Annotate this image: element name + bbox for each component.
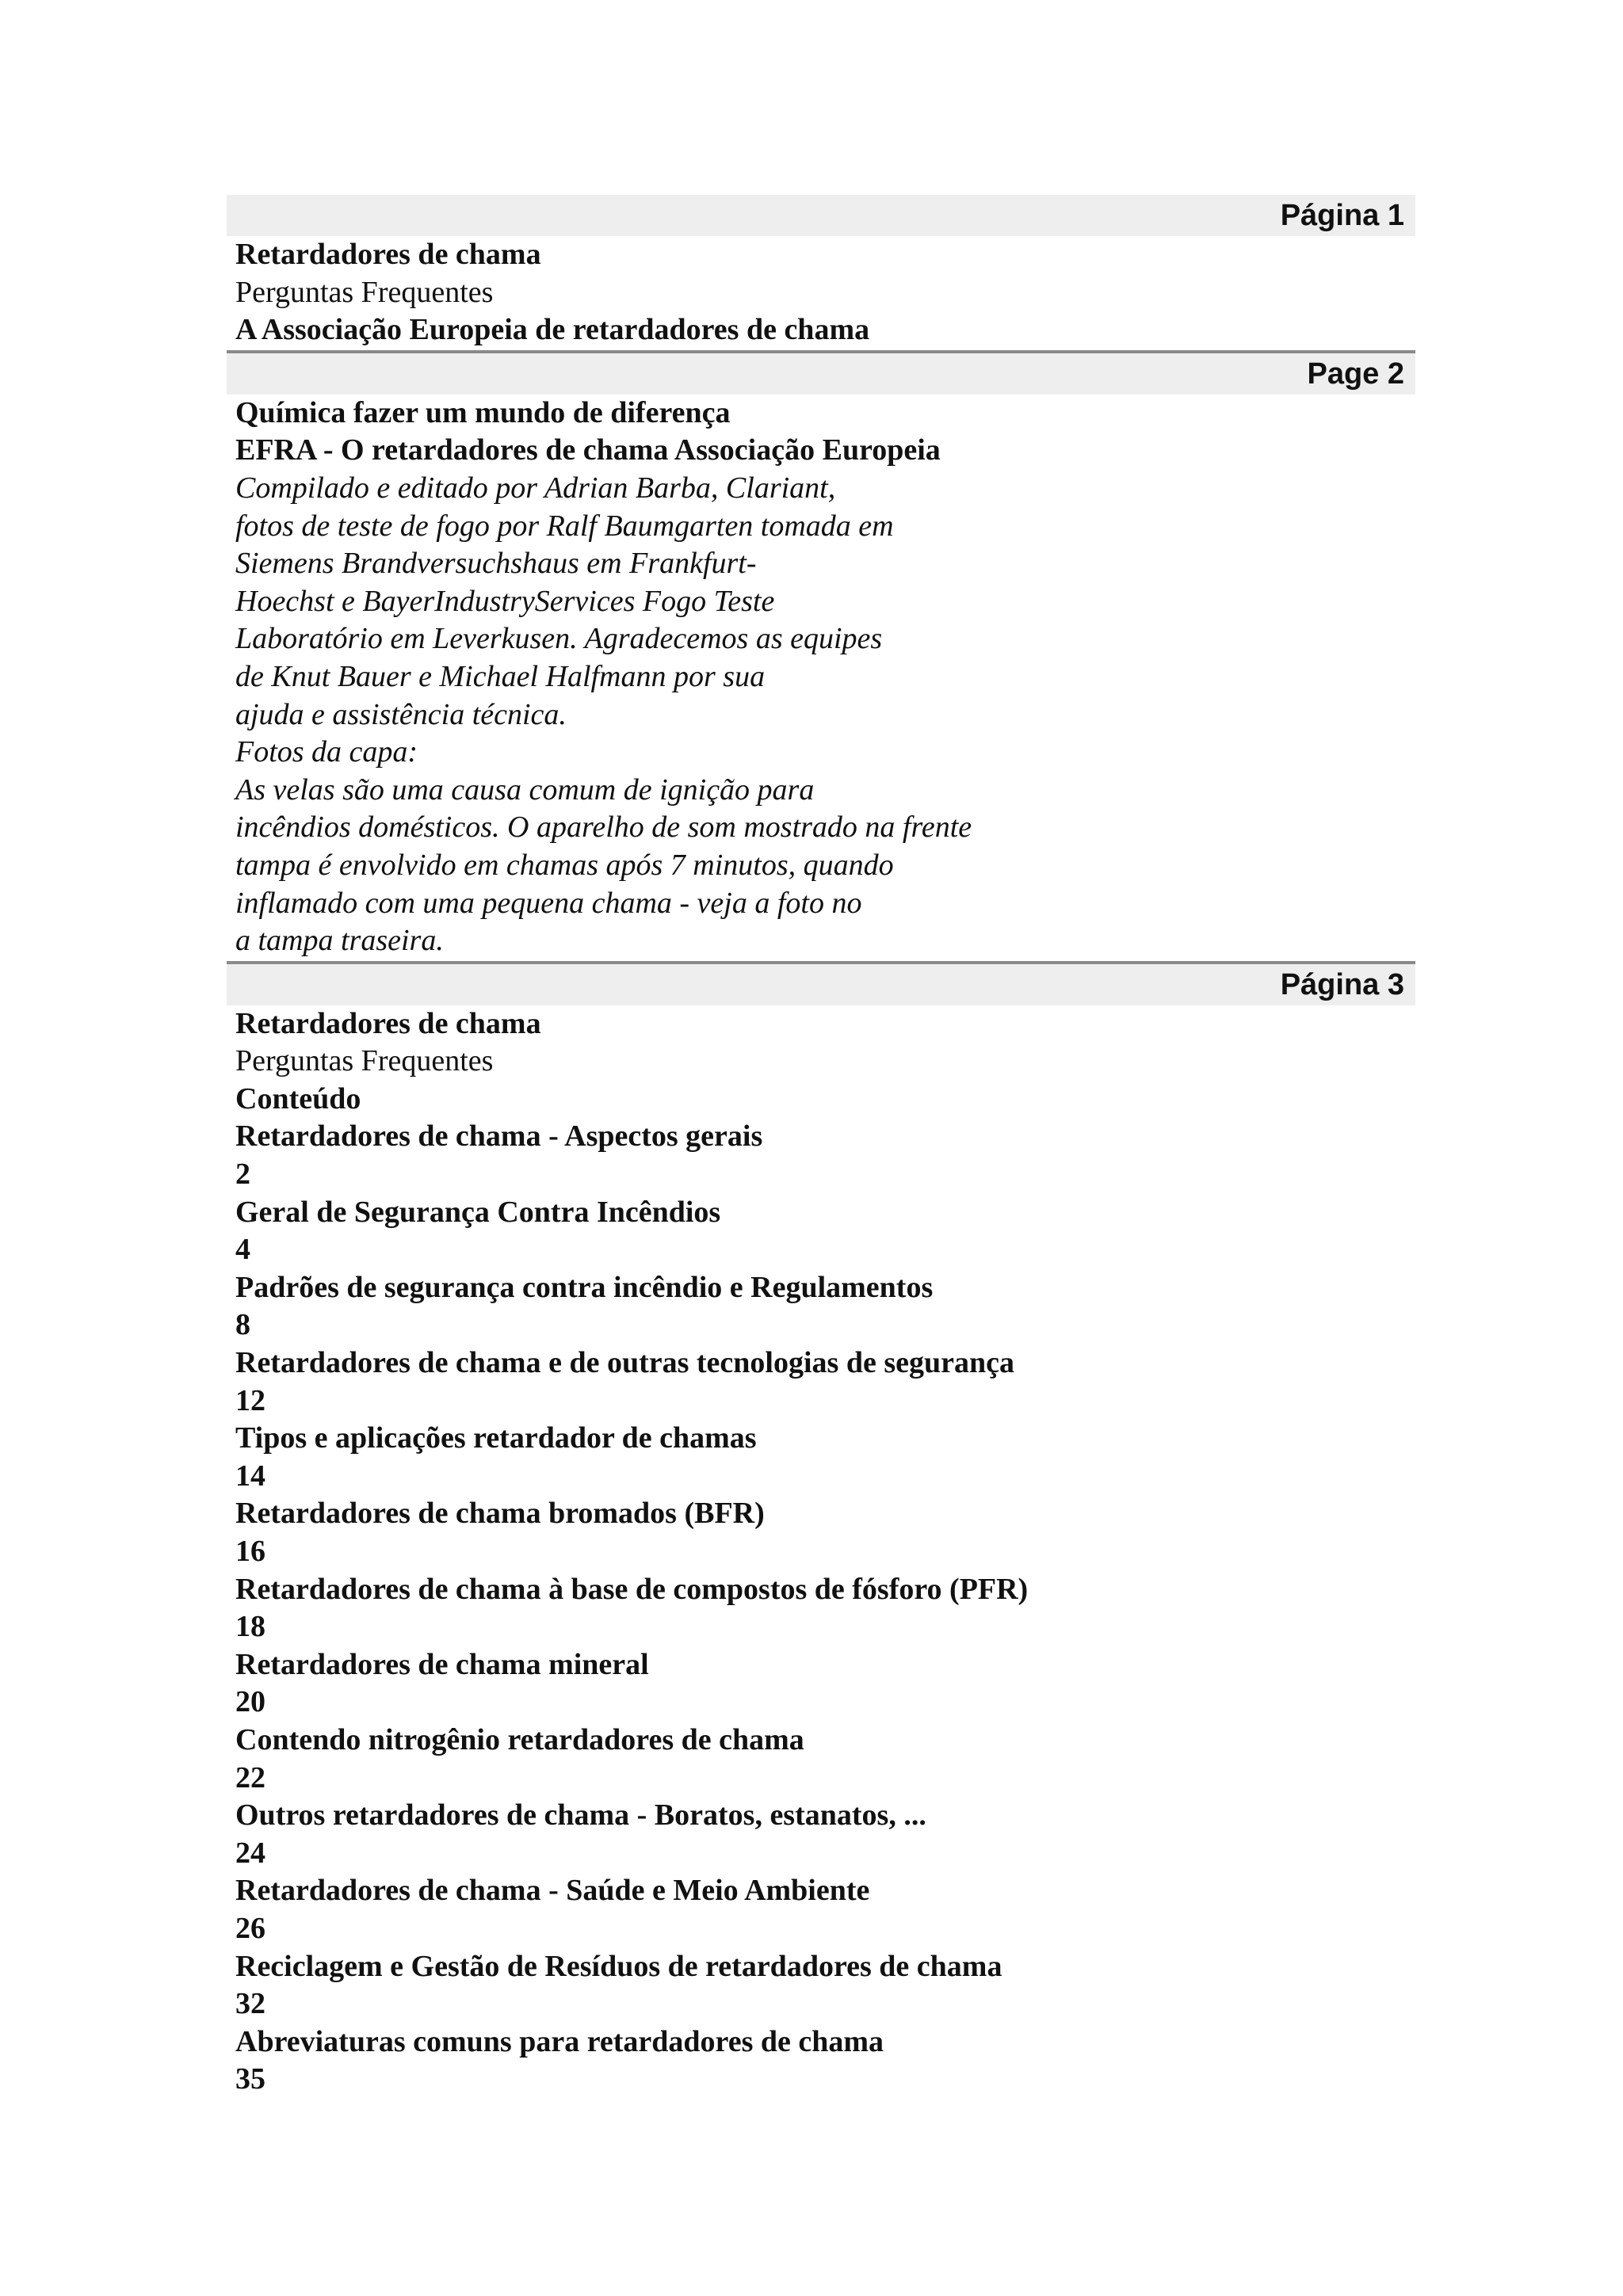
toc-entry-title: Retardadores de chama e de outras tecnologias de segurança — [235, 1346, 1014, 1380]
toc-entry-page: 24 — [235, 1836, 265, 1870]
toc-entry-title: Abreviaturas comuns para retardadores de chama — [235, 2024, 884, 2058]
toc-entry-page: 14 — [235, 1459, 265, 1493]
title-line: Retardadores de chama — [235, 1006, 541, 1040]
document — [227, 195, 1415, 2099]
toc-entry-page: 35 — [235, 2062, 265, 2096]
cover-caption-line: Fotos da capa: — [235, 735, 418, 769]
cover-caption-line: a tampa traseira. — [235, 924, 444, 958]
credits-line: de Knut Bauer e Michael Halfmann por sua — [235, 659, 766, 693]
cover-caption-line: incêndios domésticos. O aparelho de som mostrado na frente — [235, 810, 972, 845]
toc-heading: Conteúdo — [235, 1081, 361, 1116]
toc-entry-page: 18 — [235, 1610, 265, 1644]
toc-entry-page: 26 — [235, 1911, 265, 1945]
toc-entry-title: Retardadores de chama à base de compostos de fósforo (PFR) — [235, 1572, 1029, 1606]
toc-entry-title: Tipos e aplicações retardador de chamas — [235, 1421, 757, 1455]
text-line: Química fazer um mundo de diferença — [235, 395, 731, 429]
page-section-1 — [227, 195, 1415, 353]
page-header: Página 3 — [227, 964, 1415, 1005]
credits-line: ajuda e assistência técnica. — [235, 697, 567, 731]
toc-entry-page: 20 — [235, 1685, 265, 1719]
toc-entry-page: 8 — [235, 1308, 250, 1342]
toc-entry-title: Reciclagem e Gestão de Resíduos de retardadores de chama — [235, 1949, 1002, 1983]
toc-entry-title: Contendo nitrogênio retardadores de chama — [235, 1722, 804, 1756]
toc-entry-page: 2 — [235, 1158, 250, 1192]
cover-caption-line: inflamado com uma pequena chama - veja a foto no — [235, 886, 862, 920]
page-body — [227, 395, 1415, 960]
cover-caption-line: tampa é envolvido em chamas após 7 minutos, quando — [235, 848, 894, 882]
toc-entry-title: Retardadores de chama - Aspectos gerais — [235, 1119, 763, 1154]
page-header: Page 2 — [227, 353, 1415, 395]
title-line: Retardadores de chama — [235, 238, 541, 271]
page-body — [227, 236, 1415, 349]
toc-entry-page: 22 — [235, 1760, 265, 1794]
page-section-3 — [227, 964, 1415, 2099]
toc-entry-page: 32 — [235, 1987, 265, 2021]
subtitle-line: Perguntas Frequentes — [235, 275, 494, 309]
credits-line: Laboratório em Leverkusen. Agradecemos as equipes — [235, 622, 883, 656]
text-line: A Associação Europeia de retardadores de chama — [235, 313, 870, 347]
credits-line: Hoechst e BayerIndustryServices Fogo Teste — [235, 584, 775, 618]
toc-entry-page: 4 — [235, 1233, 250, 1267]
credits-line: fotos de teste de fogo por Ralf Baumgarten tomada em — [235, 509, 894, 543]
credits-line: Siemens Brandversuchshaus em Frankfurt- — [235, 547, 757, 581]
toc-entry-page: 16 — [235, 1535, 265, 1568]
page-header: Página 1 — [227, 195, 1415, 236]
subtitle-line: Perguntas Frequentes — [235, 1044, 494, 1078]
toc-entry-title: Retardadores de chama - Saúde e Meio Ambiente — [235, 1874, 870, 1908]
toc-entry-title: Outros retardadores de chama - Boratos, estanatos, ... — [235, 1798, 926, 1833]
cover-caption-line: As velas são uma causa comum de ignição para — [235, 772, 815, 807]
toc-body — [227, 1005, 1415, 2099]
text-line: EFRA - O retardadores de chama Associação Europeia — [235, 433, 941, 467]
credits-line: Compilado e editado por Adrian Barba, Clariant, — [235, 471, 836, 505]
toc-entry-title: Padrões de segurança contra incêndio e Regulamentos — [235, 1270, 934, 1304]
page-section-2 — [227, 353, 1415, 964]
toc-entry-title: Retardadores de chama mineral — [235, 1647, 649, 1681]
toc-entry-title: Geral de Segurança Contra Incêndios — [235, 1195, 721, 1229]
toc-entry-title: Retardadores de chama bromados (BFR) — [235, 1497, 765, 1531]
toc-entry-page: 12 — [235, 1383, 265, 1417]
